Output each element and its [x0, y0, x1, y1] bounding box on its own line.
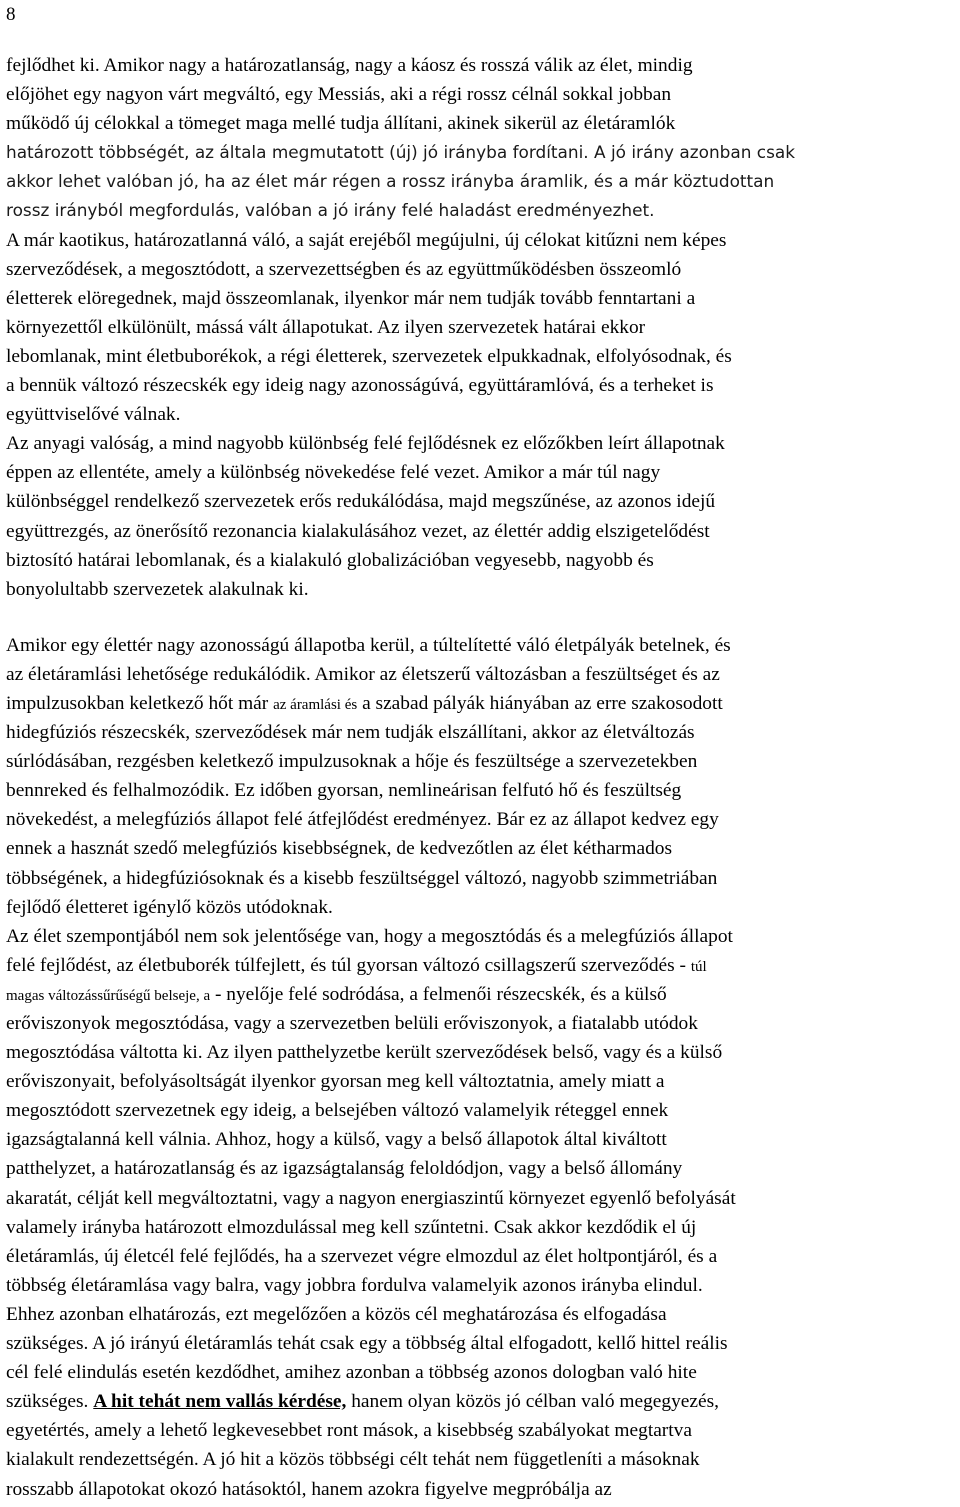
text-line: kialakult rendezettségén. A jó hit a közös többségi célt tehát nem függetleníti a másoknak [6, 1449, 700, 1471]
text-line: környezettől elkülönült, mássá vált állapotukat. Az ilyen szervezetek határai ekkor [6, 316, 646, 338]
text-line: fejlődhet ki. Amikor nagy a határozatlanság, nagy a káosz és rosszá válik az élet, mindig [6, 55, 693, 76]
text-line: egyetértés, amely a lehető legkevesebbet ront mások, a kisebbség szabályokat megtartva [6, 1420, 692, 1442]
text-line: határozott többségét, az általa megmutatott (új) jó irányba fordítani. A jó irány azonban csak [6, 142, 796, 163]
paragraph-gap [6, 604, 954, 631]
text-line: többségének, a hidegfúziósoknak és a kisebb feszültséggel változó, nagyobb szimmetriában [6, 867, 718, 889]
body-text [6, 51, 954, 1504]
text-line: rosszabb állapotokat okozó hatásoktól, hanem azokra figyelve megpróbálja az [6, 1478, 612, 1500]
text-line: A már kaotikus, határozatlanná váló, a saját erejéből megújulni, új célokat kitűzni nem képes [6, 229, 727, 251]
text-line: lebomlanak, mint életbuborékok, a régi életterek, szervezetek elpukkadnak, elfolyósodnak, és [6, 345, 732, 367]
text-line: Az anyagi valóság, a mind nagyobb különbség felé fejlődésnek ez előzőkben leírt állapotnak [6, 433, 725, 455]
small-inline-text: magas változássűrűségű belseje, a [6, 987, 211, 1004]
text-line: hidegfúziós részecskék, szerveződések már nem tudják elszállítani, akkor az életváltozás [6, 722, 695, 744]
text-line: erőviszonyok megosztódása, vagy a szervezetben belüli erőviszonyok, a fiatalabb utódok [6, 1013, 698, 1034]
text-line: akkor lehet valóban jó, ha az élet már régen a rossz irányba áramlik, és a már köztudottan [6, 171, 775, 192]
text-line: Ehhez azonban elhatározás, ezt megelőzően a közös cél meghatározása és elfogadása [6, 1303, 667, 1325]
text-line: életterek elöregednek, majd összeomlanak, ilyenkor már nem tudják tovább fenntartani a [6, 287, 696, 309]
text-line: a bennük változó részecskék egy ideig nagy azonosságúvá, együttáramlóvá, és a terheket is [6, 375, 714, 397]
text-line: igazságtalanná kell válnia. Ahhoz, hogy a külső, vagy a belső állapotok által kiváltott [6, 1129, 667, 1151]
text-line: megosztódott szervezetnek egy ideig, a belsejében változó valamelyik réteggel ennek [6, 1100, 669, 1122]
text-line: éppen az ellentéte, amely a különbség növekedése felé vezet. Amikor a már túl nagy [6, 462, 661, 484]
text-line: ennek a hasznát szedő melegfúziós kisebbségnek, de kedvezőtlen az élet kétharmados [6, 838, 673, 860]
text-line: Amikor egy élettér nagy azonosságú állapotba kerül, a túltelítetté váló életpályák betelnek, és [6, 634, 731, 656]
text-line: cél felé elindulás esetén kezdődhet, amihez azonban a többség azonos dologban való hite [6, 1362, 697, 1384]
small-inline-text: túl [690, 958, 707, 975]
text-line: fejlődő életteret igénylő közös utódoknak. [6, 896, 333, 918]
text-line: különbséggel rendelkező szervezetek erős redukálódása, majd megszűnése, az azonos idejű [6, 491, 716, 513]
text-line: bonyolultabb szervezetek alakulnak ki. [6, 578, 309, 600]
text-line: valamely irányba határozott elmozdulással meg kell szűntetni. Csak akkor kezdődik el új [6, 1216, 697, 1238]
text-line: Az élet szempontjából nem sok jelentősége van, hogy a megosztódás és a melegfúziós állapot [6, 925, 733, 947]
text-line: magas változássűrűségű belseje, a - nyelője felé sodródása, a felmenői részecskék, és a külső [6, 983, 667, 1005]
text-line: szükséges. A jó irányú életáramlás tehát csak egy a többség által elfogadott, kellő hittel reális [6, 1333, 728, 1355]
text-line: együttviselővé válnak. [6, 404, 181, 426]
text-line: felé fejlődést, az életbuborék túlfejlett, és túl gyorsan változó csillagszerű szerveződés - túl [6, 954, 707, 976]
text-line: életáramlás, új életcél felé fejlődés, ha a szervezet végre elmozdul az élet holtpontjáról, és a [6, 1245, 718, 1267]
text-line: működő új célokkal a tömeget maga mellé tudja állítani, akinek sikerül az életáramlók [6, 113, 676, 135]
text-line: rossz irányból megfordulás, valóban a jó irány felé haladást eredményezhet. [6, 200, 655, 221]
text-line: együttrezgés, az önerősítő rezonancia kialakulásához vezet, az élettér addig elszigetelődést [6, 520, 710, 542]
text-line: bennreked és felhalmozódik. Ez időben gyorsan, nemlineárisan felfutó hő és feszültség [6, 780, 682, 802]
text-line: impulzusokban keletkező hőt már az áramlási és a szabad pályák hiányában az erre szakosodott [6, 692, 723, 714]
text-line: súrlódásában, rezgésben keletkező impulzusoknak a hője és feszültsége a szervezetekben [6, 751, 698, 773]
text-line: szükséges. A hit tehát nem vallás kérdése, hanem olyan közös jó célban való megegyezés, [6, 1391, 719, 1413]
text-line: szerveződések, a megosztódott, a szervezettségben és az együttműködésben összeomló [6, 258, 682, 280]
page-number: 8 [6, 4, 16, 25]
text-line: akaratát, célját kell megváltoztatni, vagy a nagyon energiaszintű környezet egyenlő befolyását [6, 1187, 736, 1209]
text-line: az életáramlási lehetősége redukálódik. Amikor az életszerű változásban a feszültséget és az [6, 663, 720, 685]
small-inline-text: az áramlási és [273, 696, 358, 713]
text-line: erőviszonyait, befolyásoltságát ilyenkor gyorsan meg kell változtatnia, amely miatt a [6, 1071, 665, 1093]
text-line: növekedést, a melegfúziós állapot felé átfejlődést eredményez. Bár ez az állapot kedvez egy [6, 809, 719, 831]
text-line: patthelyzet, a határozatlanság és az igazságtalanság feloldódjon, vagy a belső állomány [6, 1158, 683, 1180]
text-line: megosztódása váltotta ki. Az ilyen patthelyzetbe került szerveződések belső, vagy és a külső [6, 1042, 723, 1064]
text-line: biztosító határai lebomlanak, és a kialakuló globalizációban vegyesebb, nagyobb és [6, 549, 654, 571]
emphasized-text: A hit tehát nem vallás kérdése, [93, 1391, 347, 1413]
text-line: többség életáramlása vagy balra, vagy jobbra fordulva valamelyik azonos irányba elindul. [6, 1274, 703, 1296]
text-line: előjöhet egy nagyon várt megváltó, egy Messiás, aki a régi rossz célnál sokkal jobban [6, 84, 672, 106]
